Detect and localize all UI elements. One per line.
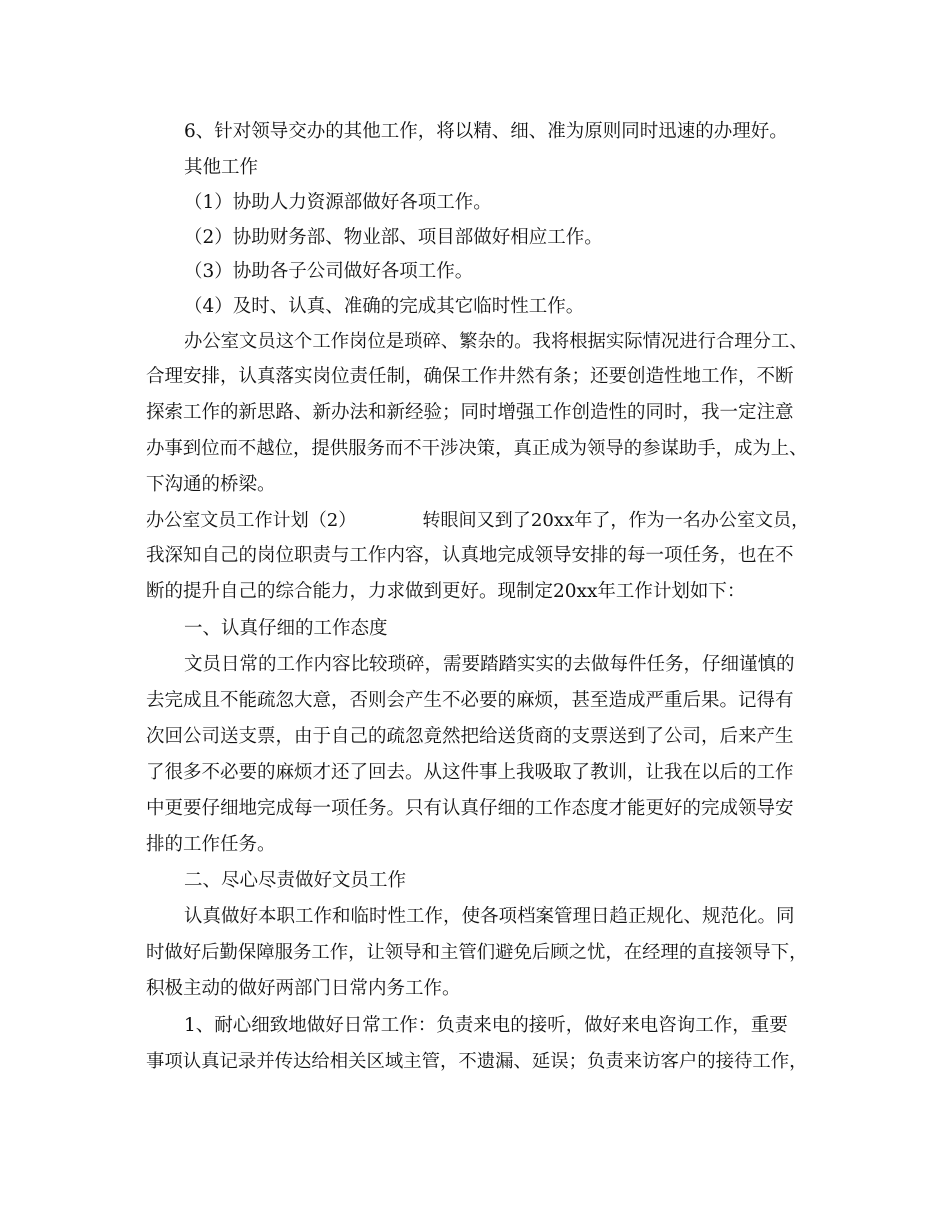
paragraph-line: 办公室文员这个工作岗位是琐碎、繁杂的。我将根据实际情况进行合理分工、 — [184, 331, 808, 352]
list-item-3: （3）协助各子公司做好各项工作。 — [184, 261, 474, 282]
paragraph-line: 中更要仔细地完成每一项任务。只有认真仔细的工作态度才能更好的完成领导安 — [146, 798, 794, 819]
paragraph-line: 下沟通的桥梁。 — [146, 474, 276, 495]
paragraph-line: 事项认真记录并传达给相关区域主管，不遗漏、延误；负责来访客户的接待工作， — [146, 1051, 808, 1072]
paragraph-line: 积极主动的做好两部门日常内务工作。 — [146, 978, 461, 999]
paragraph-line: 次回公司送支票，由于自己的疏忽竟然把给送货商的支票送到了公司，后来产生 — [146, 726, 794, 747]
section-heading-1: 一、认真仔细的工作态度 — [184, 618, 388, 639]
list-item-4: （4）及时、认真、准确的完成其它临时性工作。 — [184, 296, 585, 317]
paragraph-line: 合理安排，认真落实岗位责任制，确保工作井然有条；还要创造性地工作，不断 — [146, 366, 794, 387]
paragraph-line: 断的提升自己的综合能力，力求做到更好。现制定20xx年工作计划如下： — [146, 581, 746, 602]
paragraph-line: 去完成且不能疏忽大意，否则会产生不必要的麻烦，甚至造成严重后果。记得有 — [146, 690, 794, 711]
paragraph-line: 了很多不必要的麻烦才还了回去。从这件事上我吸取了教训，让我在以后的工作 — [146, 762, 794, 783]
list-item-1: （1）协助人力资源部做好各项工作。 — [184, 192, 492, 213]
plan-2-lead: 转眼间又到了20xx年了，作为一名办公室文员， — [422, 510, 810, 531]
item-6-line: 6、针对领导交办的其他工作，将以精、细、准为原则同时迅速的办理好。 — [184, 121, 788, 142]
paragraph-line: 1、耐心细致地做好日常工作：负责来电的接听，做好来电咨询工作，重要 — [184, 1015, 788, 1036]
list-item-2: （2）协助财务部、物业部、项目部做好相应工作。 — [184, 227, 603, 248]
paragraph-line: 排的工作任务。 — [146, 834, 276, 855]
paragraph-line: 文员日常的工作内容比较琐碎，需要踏踏实实的去做每件任务，仔细谨慎的 — [184, 654, 795, 675]
paragraph-line: 时做好后勤保障服务工作，让领导和主管们避免后顾之忧，在经理的直接领导下， — [146, 942, 808, 963]
paragraph-line: 我深知自己的岗位职责与工作内容，认真地完成领导安排的每一项任务，也在不 — [146, 545, 794, 566]
section-heading-2: 二、尽心尽责做好文员工作 — [184, 870, 407, 891]
paragraph-line: 认真做好本职工作和临时性工作，使各项档案管理日趋正规化、规范化。同 — [184, 906, 795, 927]
paragraph-line: 探索工作的新思路、新办法和新经验；同时增强工作创造性的同时，我一定注意 — [146, 402, 794, 423]
plan-2-heading-line — [146, 503, 809, 539]
section-heading-other-work: 其他工作 — [184, 157, 259, 178]
plan-2-heading: 办公室文员工作计划（2） — [146, 510, 357, 531]
paragraph-line: 办事到位而不越位，提供服务而不干涉决策，真正成为领导的参谋助手，成为上、 — [146, 438, 808, 459]
